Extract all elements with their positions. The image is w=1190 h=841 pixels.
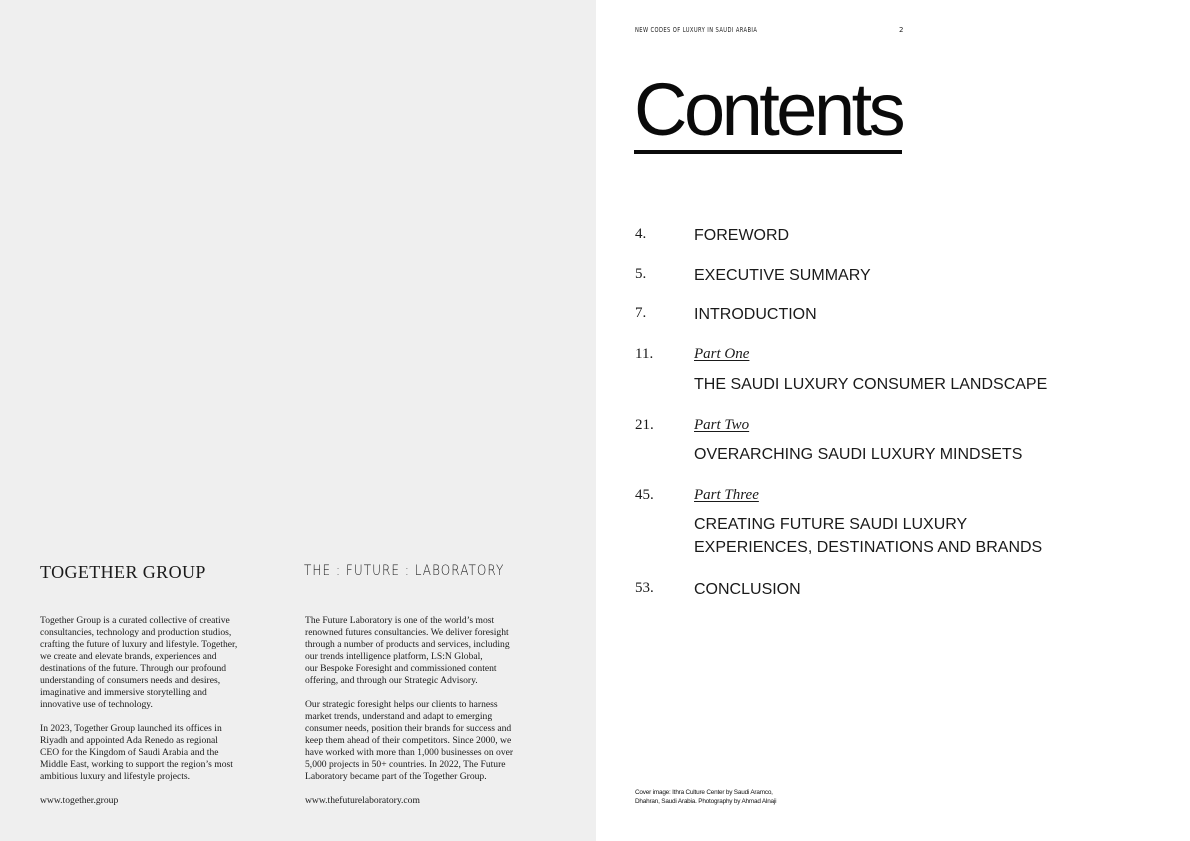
- toc-part-label: Part Two: [694, 417, 750, 433]
- toc-page-number: 21.: [635, 417, 654, 433]
- tfl-paragraph-1: The Future Laboratory is one of the world’s most renowned futures consultancies. We deliver foresight through a number of products and services, including our trends intelligence platform, LS:N Global, our Bespoke Foresight and commissioned content offering, and through our Strategic Advisory.: [305, 615, 510, 686]
- right-page: [596, 0, 1190, 841]
- cover-credit-line: Dhahran, Saudi Arabia. Photography by Ahmad Alnaji: [635, 798, 777, 805]
- page-number: 2: [899, 26, 904, 34]
- toc-part-label: Part Three: [694, 487, 759, 503]
- toc-page-number: 7.: [635, 305, 647, 321]
- toc-title: INTRODUCTION: [694, 306, 817, 323]
- toc-page-number: 5.: [635, 266, 647, 282]
- future-laboratory-link[interactable]: www.thefuturelaboratory.com: [305, 795, 420, 806]
- together-paragraph-1: Together Group is a curated collective of creative consultancies, technology and production studios, crafting the future of luxury and lifestyle. Together, we create and elevate brands, experiences and destinations of the future. Through our profound understanding of consumers needs and desires, imaginative and immersive storytelling and innovative use of technology.: [40, 615, 238, 710]
- together-group-description: [40, 615, 280, 795]
- toc-page-number: 4.: [635, 226, 647, 242]
- page-title: Contents: [634, 66, 902, 154]
- future-laboratory-logo: THE : FUTURE : LABORATORY: [304, 563, 505, 579]
- toc-page-number: 45.: [635, 487, 654, 503]
- together-paragraph-2: In 2023, Together Group launched its offices in Riyadh and appointed Ada Renedo as regional CEO for the Kingdom of Saudi Arabia and the Middle East, working to support the region’s most ambitious luxury and lifestyle projects.: [40, 723, 233, 782]
- toc-title: THE SAUDI LUXURY CONSUMER LANDSCAPE: [694, 376, 1048, 393]
- toc-title: EXECUTIVE SUMMARY: [694, 267, 871, 284]
- toc-title: FOREWORD: [694, 227, 790, 244]
- toc-title: CREATING FUTURE SAUDI LUXURY EXPERIENCES, DESTINATIONS AND BRANDS: [694, 516, 1043, 556]
- toc-page-number: 11.: [635, 346, 654, 362]
- cover-credit-line: Cover image: Ithra Culture Center by Saudi Aramco,: [635, 789, 773, 796]
- together-group-logo: TOGETHER GROUP: [40, 562, 206, 582]
- running-head: NEW CODES OF LUXURY IN SAUDI ARABIA: [635, 26, 758, 34]
- toc-part-label: Part One: [694, 346, 750, 362]
- toc-page-number: 53.: [635, 580, 654, 596]
- together-group-link[interactable]: www.together.group: [40, 795, 119, 806]
- cover-image-credit: [635, 788, 776, 806]
- future-laboratory-description: [305, 615, 557, 795]
- toc-title: OVERARCHING SAUDI LUXURY MINDSETS: [694, 446, 1023, 463]
- toc-title: CONCLUSION: [694, 581, 801, 598]
- tfl-paragraph-2: Our strategic foresight helps our clients to harness market trends, understand and adapt to emerging consumer needs, position their brands for success and keep them ahead of their competitors. Since 2000, we have worked with more than 1,000 businesses on over 5,000 projects in 50+ countries. In 2022, The Future Laboratory became part of the Together Group.: [305, 699, 514, 782]
